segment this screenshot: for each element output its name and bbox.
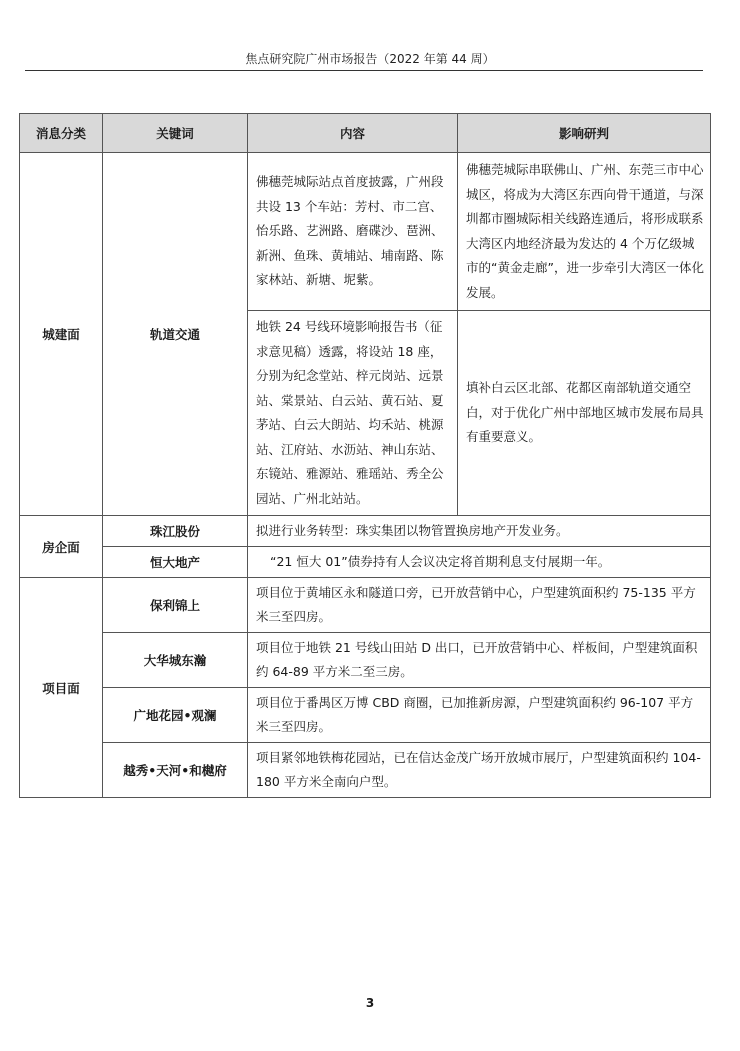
category-cell-project: 项目面	[20, 578, 103, 798]
keyword-cell: 保利锦上	[103, 578, 248, 633]
header-divider	[25, 70, 703, 71]
keyword-cell: 珠江股份	[103, 516, 248, 547]
table-row	[20, 743, 711, 798]
column-header-keyword: 关键词	[103, 114, 248, 153]
content-cell: 项目位于番禺区万博 CBD 商圈，已加推新房源，户型建筑面积约 96-107 平方米三至四房。	[248, 688, 711, 743]
category-cell-urban: 城建面	[20, 153, 103, 516]
content-cell: 项目紧邻地铁梅花园站，已在信达金茂广场开放城市展厅，户型建筑面积约 104-180 平方米全南向户型。	[248, 743, 711, 798]
content-cell: 佛穗莞城际站点首度披露，广州段共设 13 个车站：芳村、市二宫、怡乐路、艺洲路、磨碟沙、琶洲、新洲、鱼珠、黄埔站、埔南路、陈家林站、新塘、坭紫。	[248, 153, 458, 311]
news-table	[19, 113, 711, 798]
table-row	[20, 516, 711, 547]
table-row	[20, 633, 711, 688]
table-row	[20, 547, 711, 578]
content-cell: 项目位于黄埔区永和隧道口旁，已开放营销中心，户型建筑面积约 75-135 平方米三至四房。	[248, 578, 711, 633]
table-header-row	[20, 114, 711, 153]
content-cell: 项目位于地铁 21 号线山田站 D 出口，已开放营销中心、样板间，户型建筑面积约 64-89 平方米二至三房。	[248, 633, 711, 688]
column-header-impact: 影响研判	[458, 114, 711, 153]
category-cell-developer: 房企面	[20, 516, 103, 578]
keyword-cell: 大华城东瀚	[103, 633, 248, 688]
table-row	[20, 578, 711, 633]
impact-cell: 佛穗莞城际串联佛山、广州、东莞三市中心城区，将成为大湾区东西向骨干通道，与深圳都市圈城际相关线路连通后，将形成联系大湾区内地经济最为发达的 4 个万亿级城市的“黄金走廊”，进一步牵引大湾区一体化发展。	[458, 153, 711, 311]
table-row	[20, 688, 711, 743]
keyword-cell: 轨道交通	[103, 153, 248, 516]
column-header-content: 内容	[248, 114, 458, 153]
content-cell: 拟进行业务转型：珠实集团以物管置换房地产开发业务。	[248, 516, 711, 547]
content-cell: “21 恒大 01”债券持有人会议决定将首期利息支付展期一年。	[248, 547, 711, 578]
keyword-cell: 恒大地产	[103, 547, 248, 578]
report-header-title: 焦点研究院广州市场报告（2022 年第 44 周）	[245, 52, 495, 66]
column-header-category: 消息分类	[20, 114, 103, 153]
impact-cell: 填补白云区北部、花都区南部轨道交通空白，对于优化广州中部地区城市发展布局具有重要意义。	[458, 311, 711, 516]
content-cell: 地铁 24 号线环境影响报告书（征求意见稿）透露，将设站 18 座，分别为纪念堂站、梓元岗站、远景站、棠景站、白云站、黄石站、夏茅站、白云大朗站、均禾站、桃源站、江府站、水沥站、神山东站、东镜站、雅源站、雅瑶站、秀全公园站、广州北站站。	[248, 311, 458, 516]
keyword-cell: 越秀•天河•和樾府	[103, 743, 248, 798]
keyword-cell: 广地花园•观澜	[103, 688, 248, 743]
page-number: 3	[365, 996, 375, 1010]
table-row	[20, 153, 711, 311]
